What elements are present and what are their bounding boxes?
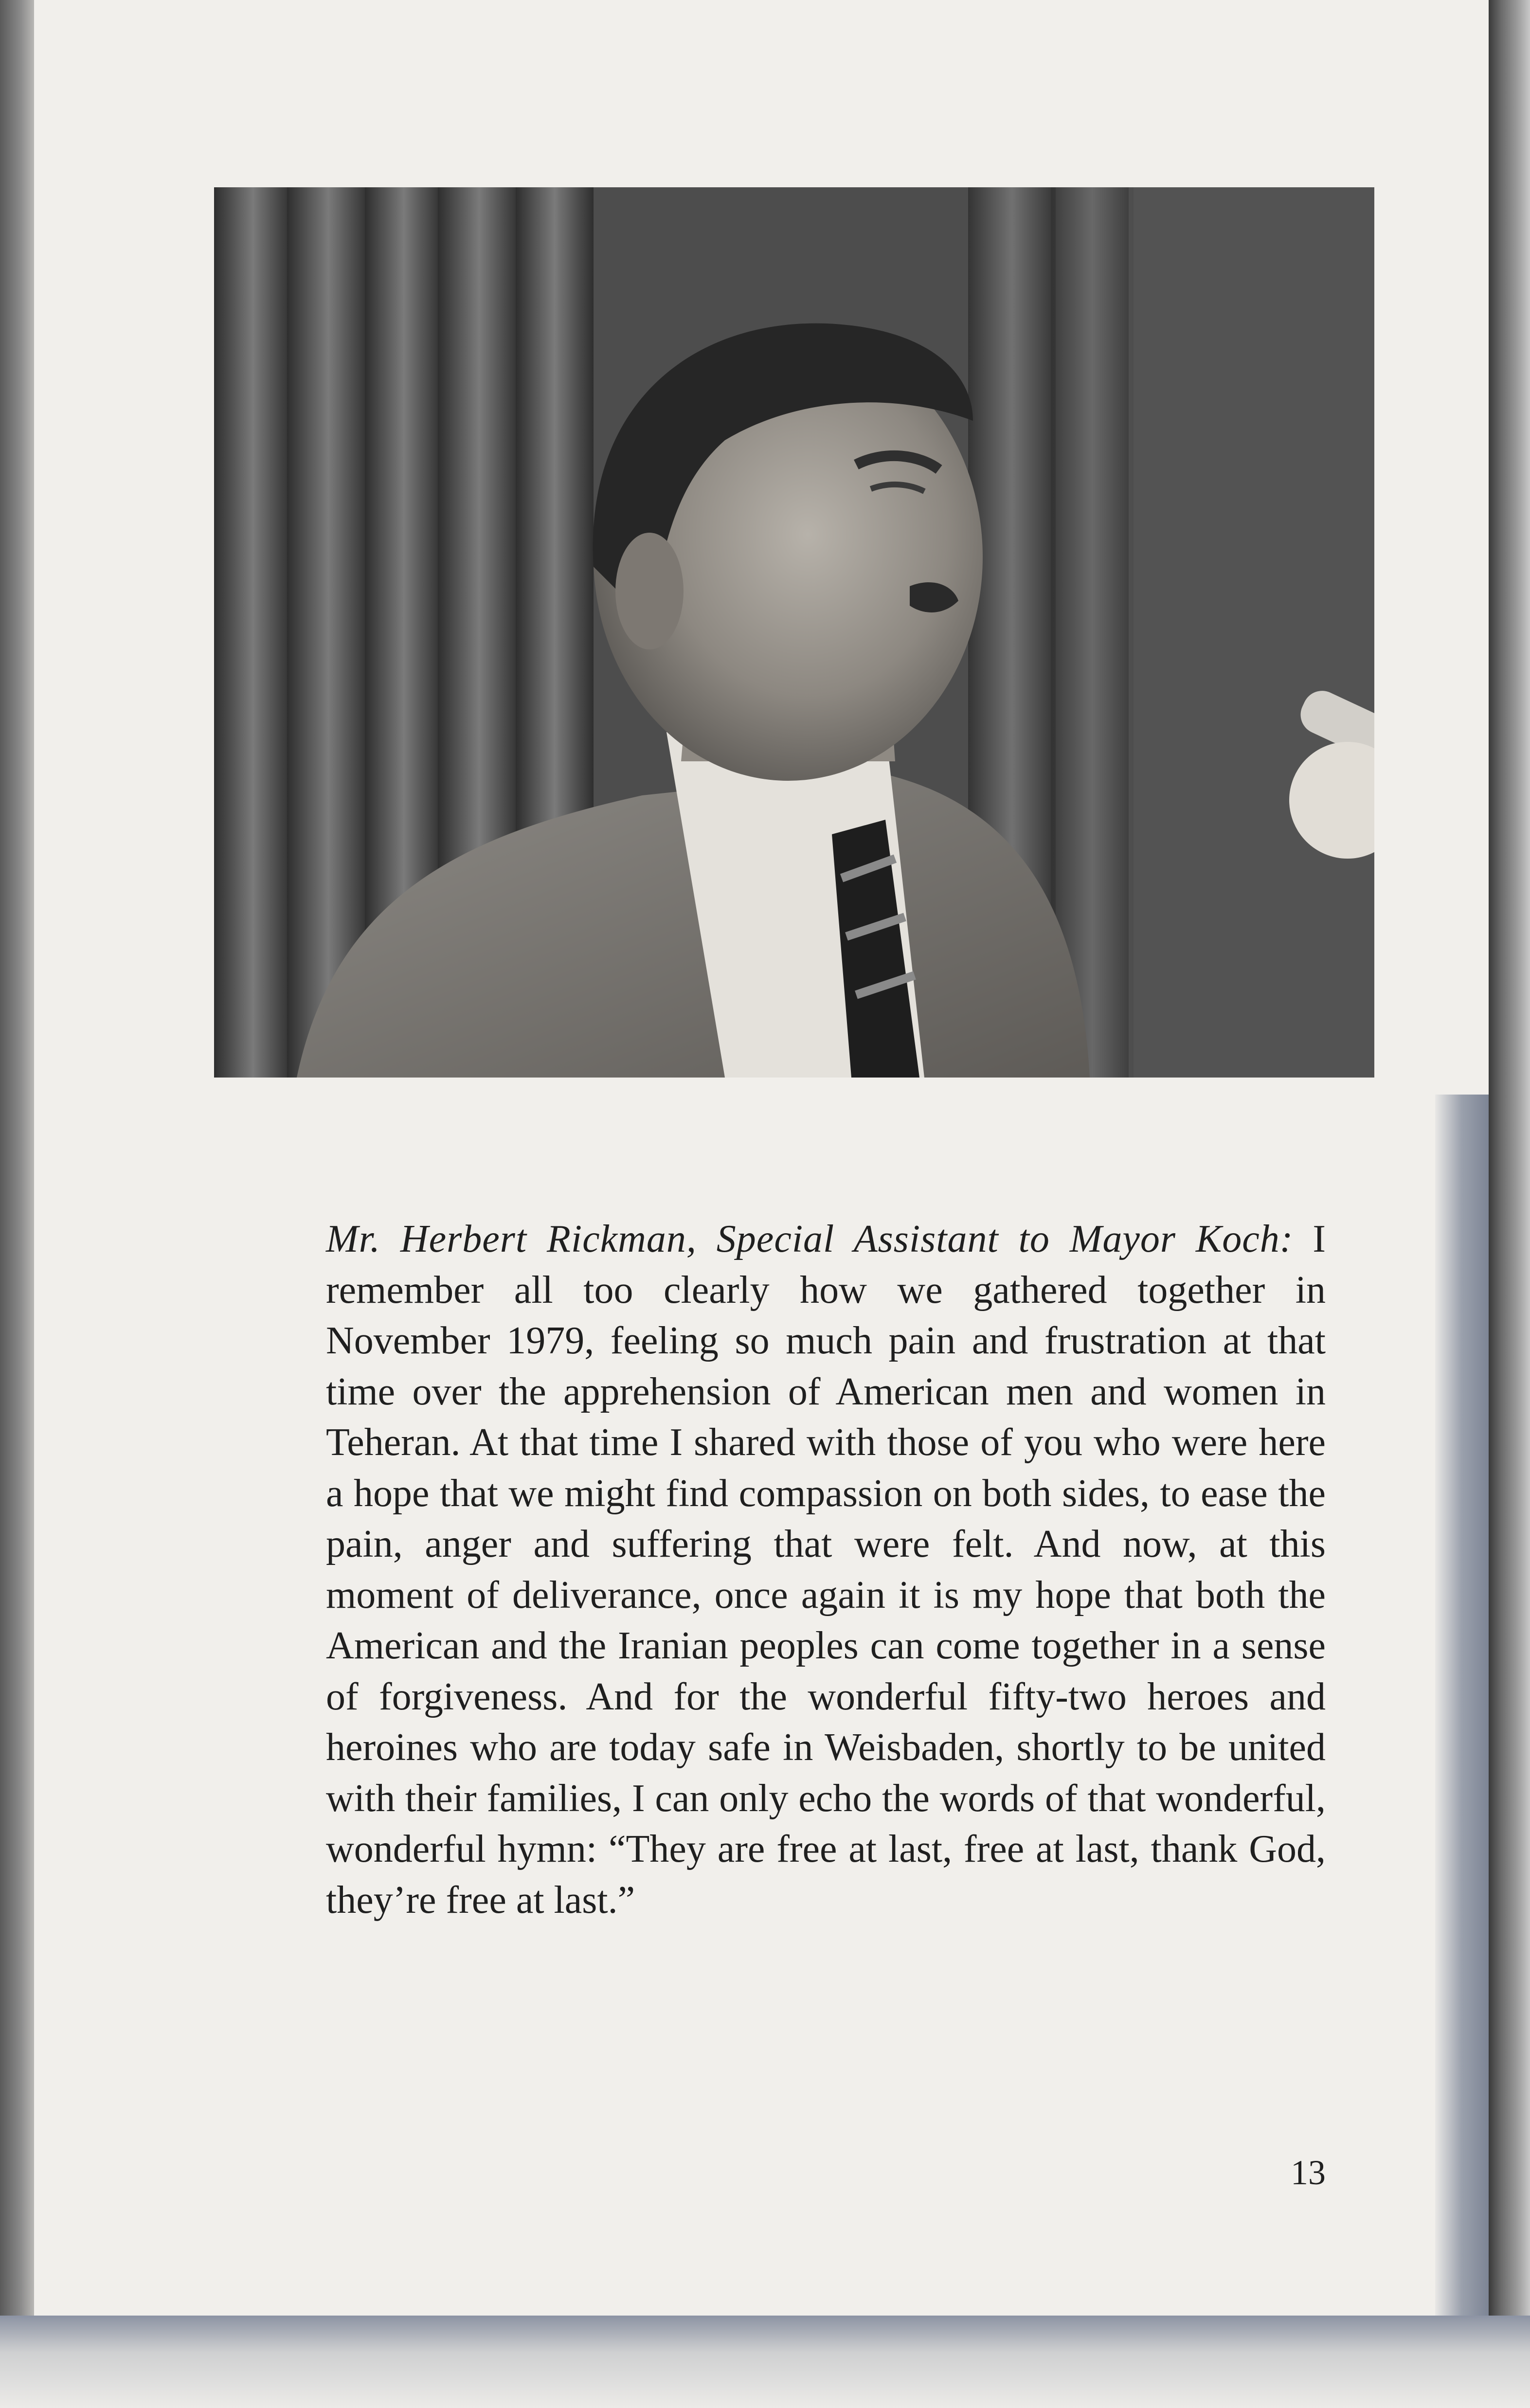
page-number: 13 (1291, 2153, 1326, 2192)
speaker-attribution: Mr. Herbert Rickman, Special Assistant to Mayor Koch: (326, 1218, 1294, 1260)
scan-edge-right (1489, 0, 1530, 2408)
scan-edge-left (0, 0, 34, 2408)
scan-edge-bottom (0, 2316, 1530, 2408)
speaker-portrait-photo (214, 187, 1374, 1078)
testimony-body: I remember all too clearly how we gathered together in November 1979, feeling so much pain and frustration at that time over the apprehension of American men and women in Teheran. At that time I shared with those of you who were here a hope that we might find compassion on both sides, to ease the pain, anger and suffering that were felt. And now, at this moment of deliverance, once again it is my hope that both the American and the Iranian peoples can come together in a sense of forgiveness. And for the wonderful fifty-two heroes and heroines who are today safe in Weisbaden, shortly to be united with their families, I can only echo the words of that wonderful, wonderful hymn: “They are free at last, free at last, thank God, they’re free at last.” (326, 1218, 1326, 1922)
portrait-illustration (214, 187, 1374, 1078)
document-page (34, 0, 1489, 2316)
scan-shadow-band (1435, 1095, 1489, 2316)
testimony-paragraph (326, 1214, 1326, 1925)
